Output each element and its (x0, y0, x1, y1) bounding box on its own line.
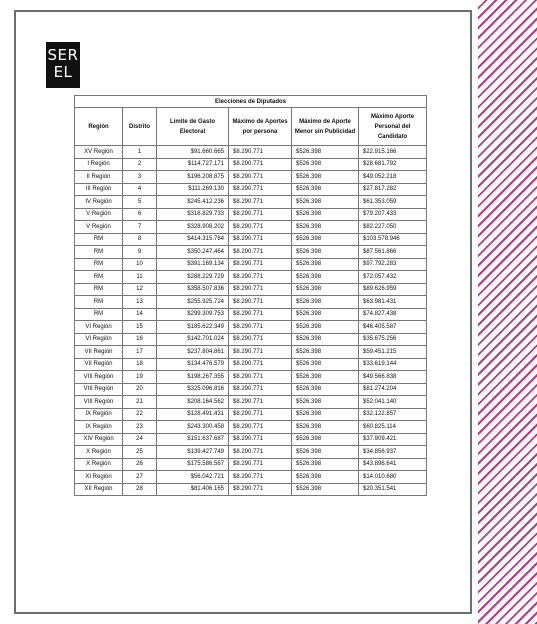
cell-region: V Región (75, 208, 123, 221)
logo-line-2: EL (53, 63, 73, 81)
cell-aporte-menor: $526.398 (292, 471, 359, 484)
cell-distrito: 19 (123, 371, 157, 384)
cell-distrito: 21 (123, 396, 157, 409)
cell-distrito: 25 (123, 446, 157, 459)
cell-region: RM (75, 283, 123, 296)
cell-region: VI Región (75, 333, 123, 346)
cell-region: IX Región (75, 408, 123, 421)
cell-limite: $325.096.816 (157, 383, 229, 396)
cell-region: RM (75, 258, 123, 271)
cell-aporte-menor: $526.398 (292, 233, 359, 246)
cell-distrito: 4 (123, 183, 157, 196)
cell-distrito: 8 (123, 233, 157, 246)
cell-distrito: 1 (123, 146, 157, 159)
cell-aporte-candidato: $63.981.431 (359, 296, 427, 309)
table-row (75, 383, 427, 396)
cell-aporte-candidato: $22.915.166 (359, 146, 427, 159)
cell-aporte-candidato: $49.052.218 (359, 171, 427, 184)
table-row (75, 221, 427, 234)
cell-aporte-candidato: $61.353.059 (359, 196, 427, 209)
cell-limite: $358.507.836 (157, 283, 229, 296)
table-row (75, 208, 427, 221)
cell-aporte-candidato: $35.675.256 (359, 333, 427, 346)
cell-region: RM (75, 233, 123, 246)
cell-aporte-candidato: $103.578.946 (359, 233, 427, 246)
cell-maximo-aportes: $8.290.771 (229, 446, 292, 459)
cell-limite: $196.208.875 (157, 171, 229, 184)
cell-limite: $245.412.236 (157, 196, 229, 209)
cell-limite: $56.042.721 (157, 471, 229, 484)
cell-aporte-candidato: $81.274.204 (359, 383, 427, 396)
cell-limite: $198.267.355 (157, 371, 229, 384)
cell-limite: $139.427.749 (157, 446, 229, 459)
header-maximo-aportes: Máximo de Aportes por persona (229, 108, 292, 146)
cell-region: VIII Región (75, 371, 123, 384)
cell-aporte-menor: $526.398 (292, 171, 359, 184)
table-row (75, 333, 427, 346)
cell-maximo-aportes: $8.290.771 (229, 458, 292, 471)
cell-region: RM (75, 296, 123, 309)
cell-maximo-aportes: $8.290.771 (229, 358, 292, 371)
cell-distrito: 14 (123, 308, 157, 321)
cell-aporte-candidato: $79.207.433 (359, 208, 427, 221)
cell-limite: $114.727.171 (157, 158, 229, 171)
table-row (75, 296, 427, 309)
decorative-stripes (478, 0, 537, 624)
cell-maximo-aportes: $8.290.771 (229, 271, 292, 284)
cell-region: VIII Región (75, 396, 123, 409)
cell-distrito: 11 (123, 271, 157, 284)
cell-aporte-menor: $526.398 (292, 183, 359, 196)
table-row (75, 246, 427, 259)
cell-aporte-candidato: $60.825.114 (359, 421, 427, 434)
cell-maximo-aportes: $8.290.771 (229, 221, 292, 234)
campaign-spending-table (74, 95, 427, 496)
cell-aporte-candidato: $89.626.959 (359, 283, 427, 296)
table-row (75, 196, 427, 209)
header-region: Región (75, 108, 123, 146)
cell-region: IX Región (75, 421, 123, 434)
cell-aporte-menor: $526.398 (292, 308, 359, 321)
cell-aporte-menor: $526.398 (292, 158, 359, 171)
cell-aporte-candidato: $74.827.438 (359, 308, 427, 321)
cell-maximo-aportes: $8.290.771 (229, 146, 292, 159)
cell-aporte-menor: $526.398 (292, 208, 359, 221)
cell-limite: $299.309.753 (157, 308, 229, 321)
cell-maximo-aportes: $8.290.771 (229, 396, 292, 409)
cell-limite: $288.229.729 (157, 271, 229, 284)
table-body (75, 146, 427, 496)
servel-logo (46, 42, 80, 88)
cell-limite: $151.637.687 (157, 433, 229, 446)
cell-aporte-menor: $526.398 (292, 408, 359, 421)
cell-aporte-candidato: $27.817.282 (359, 183, 427, 196)
cell-maximo-aportes: $8.290.771 (229, 283, 292, 296)
cell-region: X Región (75, 458, 123, 471)
cell-distrito: 20 (123, 383, 157, 396)
cell-aporte-menor: $526.398 (292, 221, 359, 234)
cell-maximo-aportes: $8.290.771 (229, 171, 292, 184)
cell-limite: $185.622.349 (157, 321, 229, 334)
table-row (75, 321, 427, 334)
table-row (75, 308, 427, 321)
cell-aporte-candidato: $72.057.432 (359, 271, 427, 284)
cell-aporte-candidato: $34.856.937 (359, 446, 427, 459)
cell-maximo-aportes: $8.290.771 (229, 383, 292, 396)
cell-limite: $111.269.130 (157, 183, 229, 196)
cell-limite: $237.804.861 (157, 346, 229, 359)
cell-aporte-menor: $526.398 (292, 458, 359, 471)
cell-region: XIV Región (75, 433, 123, 446)
cell-limite: $208.164.562 (157, 396, 229, 409)
cell-limite: $414.315.784 (157, 233, 229, 246)
header-distrito: Distrito (123, 108, 157, 146)
cell-aporte-menor: $526.398 (292, 446, 359, 459)
cell-distrito: 7 (123, 221, 157, 234)
cell-aporte-candidato: $43.896.641 (359, 458, 427, 471)
table-row (75, 271, 427, 284)
cell-region: V Región (75, 221, 123, 234)
cell-region: II Región (75, 171, 123, 184)
table-row (75, 433, 427, 446)
cell-region: RM (75, 246, 123, 259)
table-row (75, 358, 427, 371)
cell-region: VIII Región (75, 383, 123, 396)
cell-distrito: 22 (123, 408, 157, 421)
cell-limite: $328.908.202 (157, 221, 229, 234)
cell-aporte-menor: $526.398 (292, 283, 359, 296)
cell-distrito: 17 (123, 346, 157, 359)
cell-aporte-menor: $526.398 (292, 271, 359, 284)
cell-region: RM (75, 308, 123, 321)
header-limite-gasto: Límite de Gasto Electoral (157, 108, 229, 146)
table-title: Elecciones de Diputados (75, 96, 427, 108)
cell-region: XII Región (75, 483, 123, 496)
cell-region: VI Región (75, 321, 123, 334)
cell-aporte-candidato: $28.681.792 (359, 158, 427, 171)
cell-aporte-menor: $526.398 (292, 371, 359, 384)
table-row (75, 483, 427, 496)
cell-aporte-candidato: $20.351.541 (359, 483, 427, 496)
cell-region: VII Región (75, 358, 123, 371)
cell-distrito: 26 (123, 458, 157, 471)
cell-maximo-aportes: $8.290.771 (229, 233, 292, 246)
cell-distrito: 10 (123, 258, 157, 271)
table-row (75, 421, 427, 434)
cell-region: X Región (75, 446, 123, 459)
cell-aporte-candidato: $33.619.144 (359, 358, 427, 371)
table-row (75, 371, 427, 384)
cell-region: IV Región (75, 196, 123, 209)
cell-maximo-aportes: $8.290.771 (229, 346, 292, 359)
cell-distrito: 13 (123, 296, 157, 309)
cell-maximo-aportes: $8.290.771 (229, 196, 292, 209)
cell-distrito: 2 (123, 158, 157, 171)
cell-limite: $81.406.165 (157, 483, 229, 496)
cell-region: VII Región (75, 346, 123, 359)
table-row (75, 258, 427, 271)
table-row (75, 158, 427, 171)
cell-limite: $134.476.579 (157, 358, 229, 371)
cell-maximo-aportes: $8.290.771 (229, 421, 292, 434)
cell-limite: $91.660.665 (157, 146, 229, 159)
cell-maximo-aportes: $8.290.771 (229, 208, 292, 221)
cell-limite: $243.300.458 (157, 421, 229, 434)
cell-aporte-menor: $526.398 (292, 483, 359, 496)
cell-aporte-candidato: $59.451.215 (359, 346, 427, 359)
cell-aporte-menor: $526.398 (292, 383, 359, 396)
cell-aporte-menor: $526.398 (292, 358, 359, 371)
cell-distrito: 27 (123, 471, 157, 484)
cell-aporte-candidato: $49.566.838 (359, 371, 427, 384)
cell-region: XV Región (75, 146, 123, 159)
cell-maximo-aportes: $8.290.771 (229, 433, 292, 446)
header-maximo-aporte-menor: Máximo de Aporte Menor sin Publicidad (292, 108, 359, 146)
cell-region: III Región (75, 183, 123, 196)
cell-maximo-aportes: $8.290.771 (229, 296, 292, 309)
cell-aporte-candidato: $97.792.283 (359, 258, 427, 271)
cell-maximo-aportes: $8.290.771 (229, 408, 292, 421)
cell-limite: $316.829.733 (157, 208, 229, 221)
cell-limite: $175.586.567 (157, 458, 229, 471)
cell-maximo-aportes: $8.290.771 (229, 183, 292, 196)
cell-aporte-menor: $526.398 (292, 421, 359, 434)
table-row (75, 446, 427, 459)
cell-aporte-menor: $526.398 (292, 433, 359, 446)
table-row (75, 346, 427, 359)
cell-aporte-candidato: $46.405.587 (359, 321, 427, 334)
cell-aporte-candidato: $14.010.680 (359, 471, 427, 484)
cell-aporte-menor: $526.398 (292, 246, 359, 259)
logo-line-1: SER (47, 46, 79, 64)
cell-maximo-aportes: $8.290.771 (229, 246, 292, 259)
cell-distrito: 23 (123, 421, 157, 434)
cell-aporte-menor: $526.398 (292, 321, 359, 334)
cell-maximo-aportes: $8.290.771 (229, 471, 292, 484)
cell-aporte-candidato: $32.122.857 (359, 408, 427, 421)
cell-aporte-menor: $526.398 (292, 146, 359, 159)
table-row (75, 471, 427, 484)
cell-region: XI Región (75, 471, 123, 484)
cell-distrito: 5 (123, 196, 157, 209)
table-row (75, 183, 427, 196)
cell-aporte-candidato: $37.909.421 (359, 433, 427, 446)
table-row (75, 408, 427, 421)
cell-limite: $142.701.024 (157, 333, 229, 346)
table-row (75, 396, 427, 409)
cell-distrito: 3 (123, 171, 157, 184)
table-row (75, 233, 427, 246)
cell-aporte-menor: $526.398 (292, 333, 359, 346)
cell-distrito: 6 (123, 208, 157, 221)
cell-maximo-aportes: $8.290.771 (229, 308, 292, 321)
cell-region: RM (75, 271, 123, 284)
cell-maximo-aportes: $8.290.771 (229, 258, 292, 271)
table-row (75, 458, 427, 471)
cell-limite: $391.169.134 (157, 258, 229, 271)
cell-distrito: 18 (123, 358, 157, 371)
cell-aporte-menor: $526.398 (292, 196, 359, 209)
cell-distrito: 28 (123, 483, 157, 496)
cell-maximo-aportes: $8.290.771 (229, 333, 292, 346)
cell-limite: $255.925.724 (157, 296, 229, 309)
cell-limite: $350.247.464 (157, 246, 229, 259)
cell-aporte-candidato: $52.041.140 (359, 396, 427, 409)
cell-distrito: 16 (123, 333, 157, 346)
cell-maximo-aportes: $8.290.771 (229, 371, 292, 384)
cell-maximo-aportes: $8.290.771 (229, 321, 292, 334)
cell-aporte-menor: $526.398 (292, 296, 359, 309)
cell-maximo-aportes: $8.290.771 (229, 483, 292, 496)
table-row (75, 146, 427, 159)
cell-aporte-menor: $526.398 (292, 258, 359, 271)
table-row (75, 283, 427, 296)
cell-aporte-candidato: $87.561.866 (359, 246, 427, 259)
cell-distrito: 9 (123, 246, 157, 259)
table-row (75, 171, 427, 184)
cell-maximo-aportes: $8.290.771 (229, 158, 292, 171)
cell-aporte-menor: $526.398 (292, 346, 359, 359)
header-maximo-aporte-candidato: Máximo Aporte Personal del Candidato (359, 108, 427, 146)
cell-limite: $128.491.431 (157, 408, 229, 421)
cell-region: I Región (75, 158, 123, 171)
cell-distrito: 15 (123, 321, 157, 334)
cell-distrito: 24 (123, 433, 157, 446)
cell-aporte-candidato: $82.227.050 (359, 221, 427, 234)
cell-aporte-menor: $526.398 (292, 396, 359, 409)
cell-distrito: 12 (123, 283, 157, 296)
